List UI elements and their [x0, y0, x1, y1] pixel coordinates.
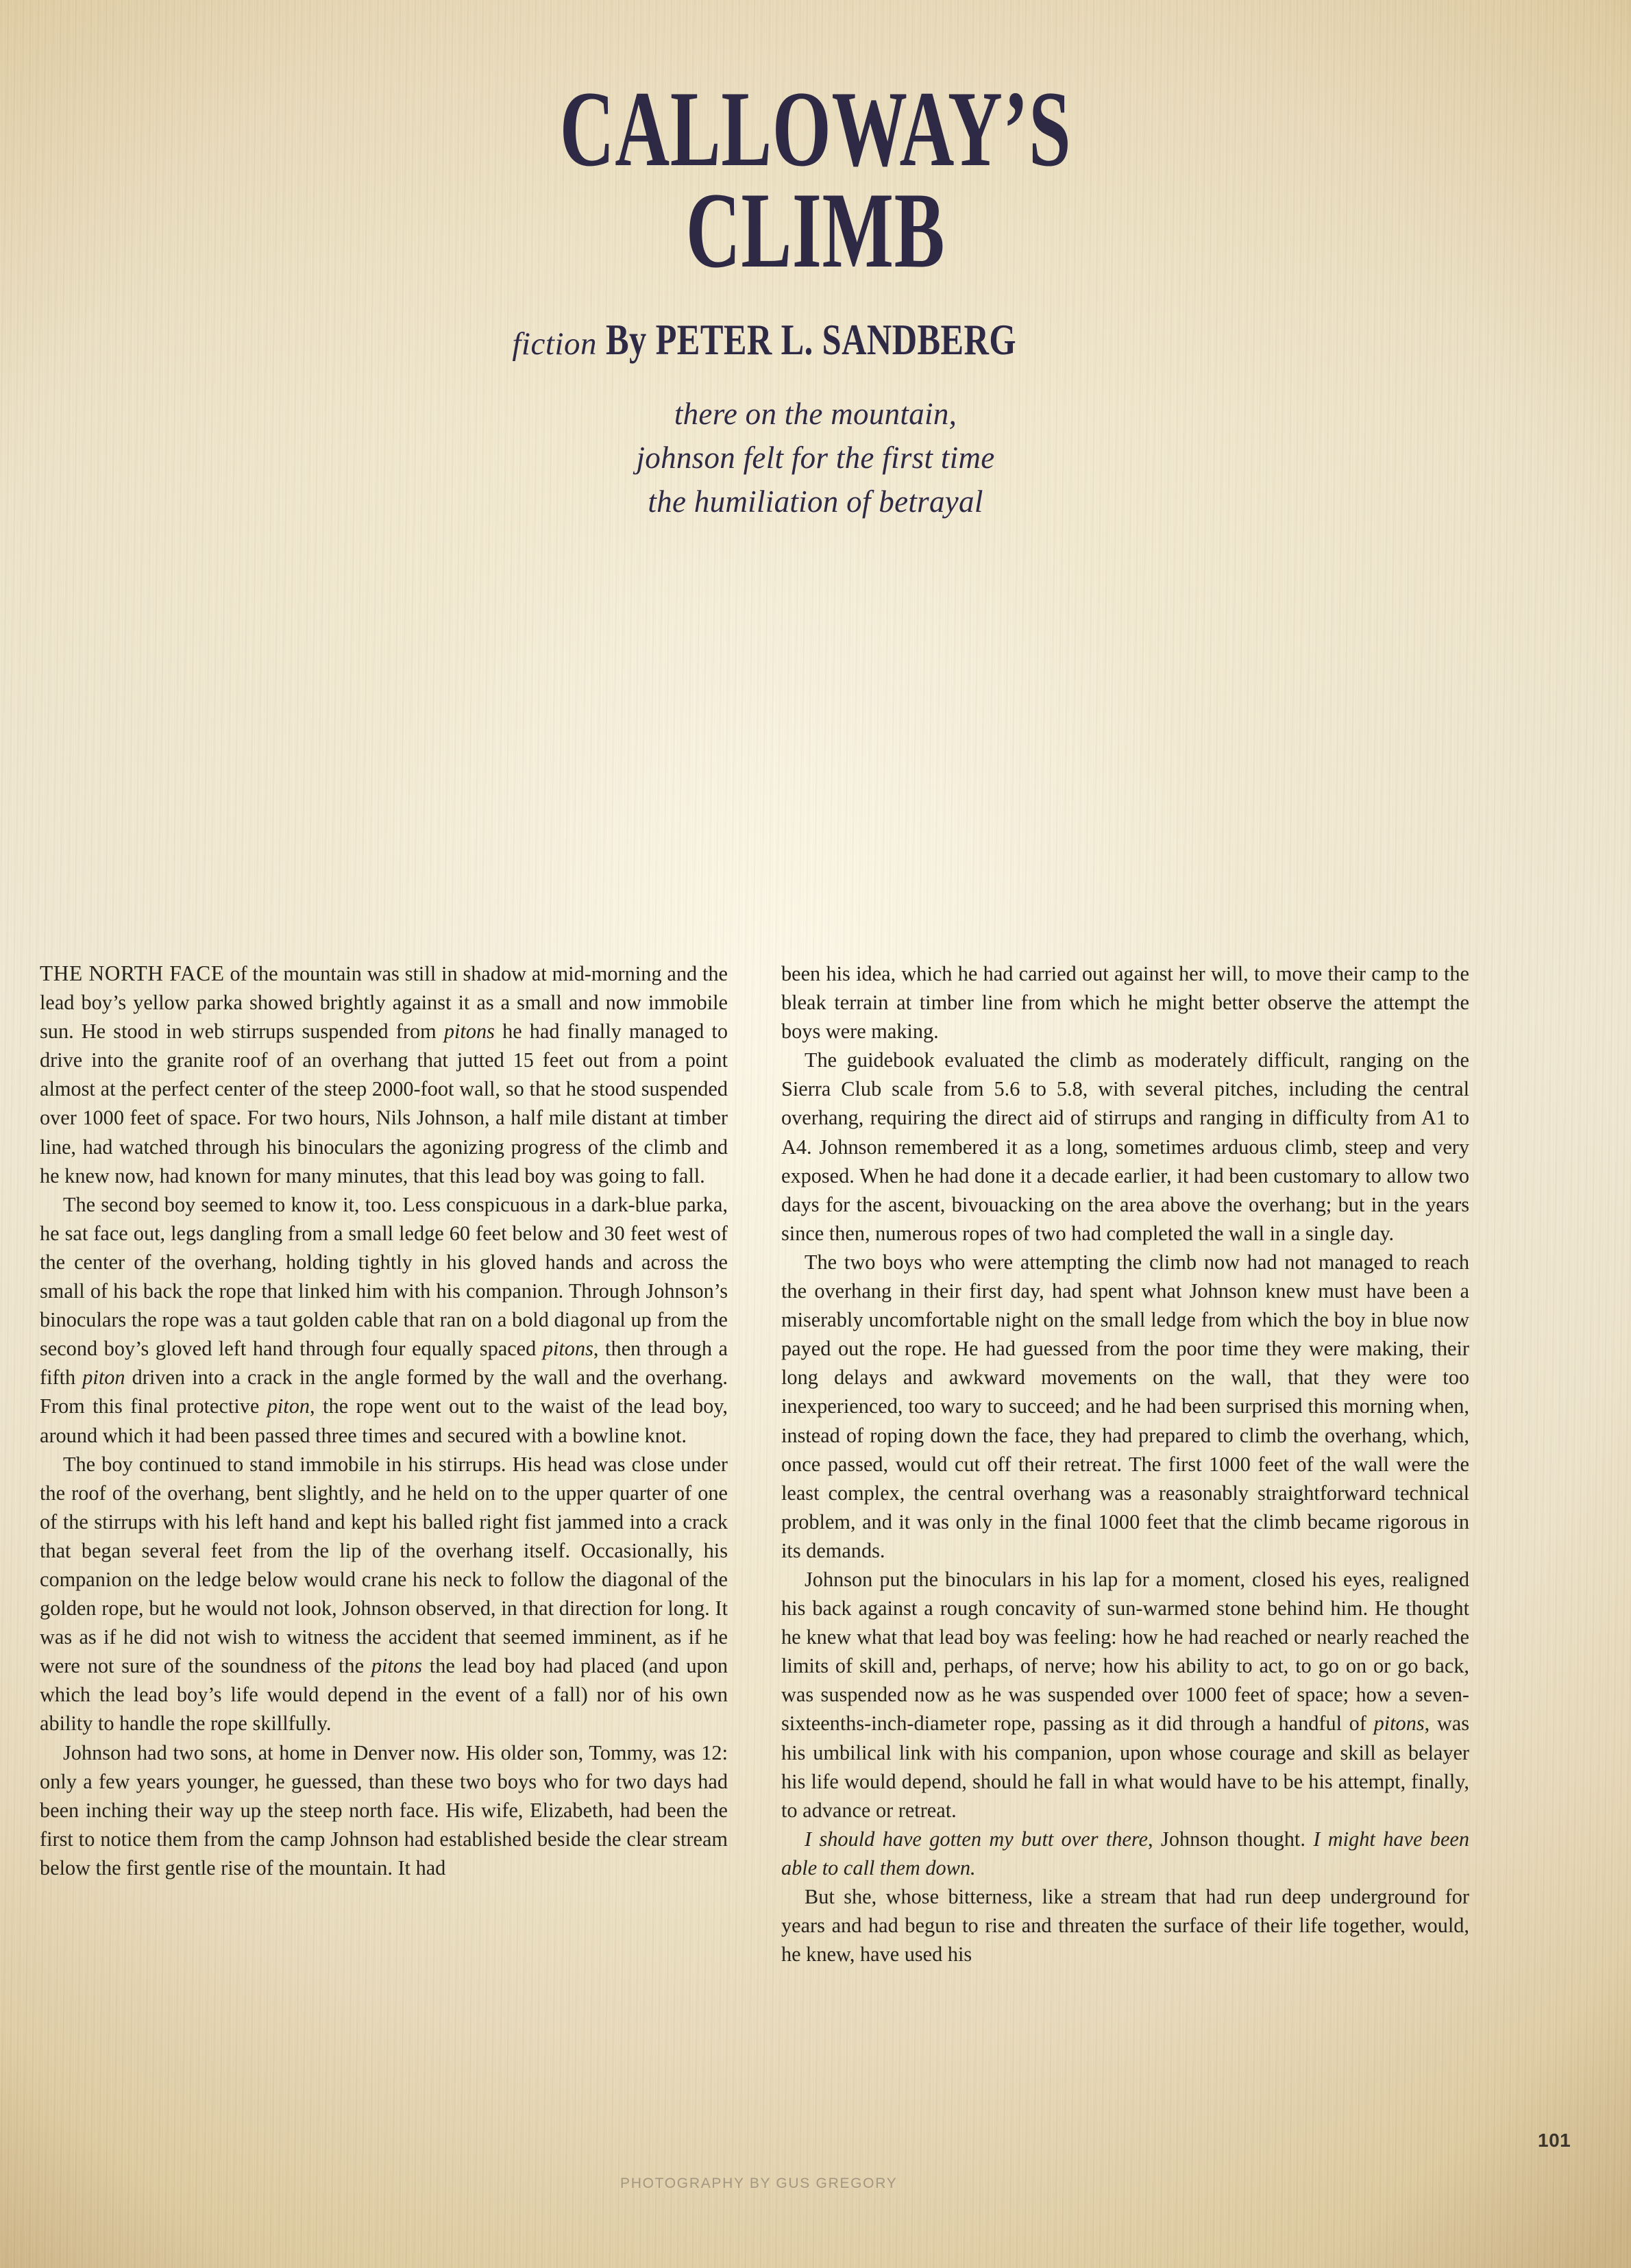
- article-title-line-1: CALLOWAY’S: [559, 69, 1072, 189]
- paragraph-text: , then through a fifth: [40, 1337, 728, 1390]
- deck-line-2: johnson felt for the first time: [636, 441, 995, 476]
- paragraph-text: The boy continued to stand immobile in his stirrups. His head was close under the roof of the overhang, bent slightly, and he held on to the upper quarter of one of the stirrups with his left hand and kept his balled right fist jammed into a crack that began several feet from the lip of the overhang itself. Occasionally, his companion on the ledge below would crane his neck to follow the diagonal of the golden rope, but he would not look, Johnson observed, in that direction for long. It was as if he did not wish to witness the accident that seemed imminent, as if he were not sure of the soundness of the: [40, 1452, 728, 1678]
- italic-thought: I should have gotten my butt over there: [805, 1827, 1149, 1851]
- italic-term: pitons: [1373, 1712, 1425, 1736]
- article-title-line-2: CLIMB: [685, 171, 946, 291]
- opening-small-caps: THE NORTH FACE: [40, 961, 225, 985]
- paragraph: Johnson had two sons, at home in Denver now. His older son, Tommy, was 12: only a few years younger, he guessed, than these two boys who for two days had been inching their way up the steep north face. His wife, Elizabeth, had been the first to notice them from the camp Johnson had established beside the clear stream below the first gentle rise of the mountain. It had: [40, 1740, 728, 1879]
- text-column-1: [40, 959, 728, 1969]
- article-deck: [0, 393, 1631, 524]
- paragraph-text: of the mountain was still in shadow at mid-morning and the lead boy’s yellow parka showed brightly against it as a small and now immobile sun. He stood in web stirrups suspended from: [40, 962, 728, 1044]
- paragraph: [40, 1450, 728, 1738]
- italic-term: piton: [82, 1366, 125, 1390]
- paragraph: [40, 1190, 728, 1450]
- deck-line-3: the humiliation of betrayal: [648, 484, 983, 519]
- italic-term: pitons: [371, 1654, 422, 1678]
- italic-thought: I might have been able to call them down.: [781, 1827, 1469, 1879]
- paragraph: The two boys who were attempting the climb now had not managed to reach the overhang in their first day, had spent what Johnson knew must have been a miserably uncomfortable night on the small ledge from which the boy in blue now payed out the rope. He had guessed from the poor time they were making, their long delays and awkward movements on the wall, that they were too inexperienced, too wary to succeed; and he had been surprised this morning when, instead of roping down the face, they had prepared to climb the overhang, which, once passed, would cut off their retreat. The first 1000 feet of the wall were the least complex, the central overhang was a reasonably straightforward technical problem, and it was only in the final 1000 feet that the climb became rigorous in its demands.: [781, 1250, 1469, 1562]
- article-masthead: [0, 69, 1631, 524]
- paragraph-text: driven into a crack in the angle formed by the wall and the overhang. From this final protective: [40, 1366, 728, 1418]
- article-body: [40, 959, 1469, 1969]
- deck-line-1: there on the mountain,: [674, 397, 957, 432]
- photography-credit: PHOTOGRAPHY BY GUS GREGORY: [620, 2175, 898, 2191]
- paragraph: The guidebook evaluated the climb as moderately difficult, ranging on the Sierra Club scale from 5.6 to 5.8, with several pitches, including the central overhang, requiring the direct aid of stirrups and ranging in difficulty from A1 to A4. Johnson remembered it as a long, sometimes arduous climb, steep and very exposed. When he had done it a decade earlier, it had been customary to allow two days for the ascent, bivouacking on the area above the overhang; but in the years since then, numerous ropes of two had completed the wall in a single day.: [781, 1048, 1469, 1245]
- byline: [0, 315, 1631, 365]
- italic-term: piton: [267, 1394, 310, 1418]
- italic-term: pitons: [542, 1337, 593, 1361]
- paragraph-text: The second boy seemed to know it, too. Less conspicuous in a dark-blue parka, he sat face out, legs dangling from a small ledge 60 feet below and 30 feet west of the center of the overhang, holding tightly in his gloved hands and across the small of his back the rope that linked him with his companion. Through Johnson’s binoculars the rope was a taut golden cable that ran on a bold diagonal up from the second boy’s gloved left hand through four equally spaced: [40, 1192, 728, 1361]
- text-column-2: [781, 959, 1469, 1969]
- paragraph-text: the lead boy had placed (and upon which the lead boy’s life would depend in the event of a fall) nor of his own ability to handle the rope skillfully.: [40, 1654, 728, 1736]
- paragraph-text: , Johnson thought.: [1148, 1827, 1314, 1851]
- paragraph-text: , was his umbilical link with his companion, upon whose courage and skill as belayer his life would depend, should he fall in what would have to be his attempt, finally, to advance or retreat.: [781, 1712, 1469, 1822]
- paragraph: [40, 959, 728, 1190]
- page-number: 101: [1538, 2130, 1571, 2151]
- italic-term: pitons: [443, 1020, 495, 1044]
- paragraph: [781, 1565, 1469, 1825]
- paragraph: been his idea, which he had carried out against her will, to move their camp to the bleak terrain at timber line from which he might better observe the attempt the boys were making.: [781, 962, 1469, 1044]
- paragraph-text: , the rope went out to the waist of the lead boy, around which it had been passed three times and secured with a bowline knot.: [40, 1394, 728, 1447]
- paragraph-text: he had finally managed to drive into the granite roof of an overhang that jutted 15 feet out from a point almost at the perfect center of the steep 2000-foot wall, so that he stood suspended over 1000 feet of space. For two hours, Nils Johnson, a half mile distant at timber line, had watched through his binoculars the agonizing progress of the climb and he knew now, had known for many minutes, that this lead boy was going to fall.: [40, 1020, 728, 1187]
- byline-kicker: fiction: [512, 326, 597, 362]
- paragraph: [781, 1825, 1469, 1882]
- paragraph-text: Johnson put the binoculars in his lap for a moment, closed his eyes, realigned his back against a rough concavity of sun-warmed stone behind him. He thought he knew what that lead boy was feeling: how he had reached or nearly reached the limits of skill and, perhaps, of nerve; how his ability to act, to go on or go back, was suspended now as he was suspended over 1000 feet of space; how a seven-sixteenths-inch-diameter rope, passing as it did through a handful of: [781, 1567, 1469, 1736]
- paragraph: But she, whose bitterness, like a stream that had run deep underground for years and had begun to rise and threaten the surface of their life together, would, he knew, have used his: [781, 1885, 1469, 1967]
- byline-author: By PETER L. SANDBERG: [605, 316, 1016, 365]
